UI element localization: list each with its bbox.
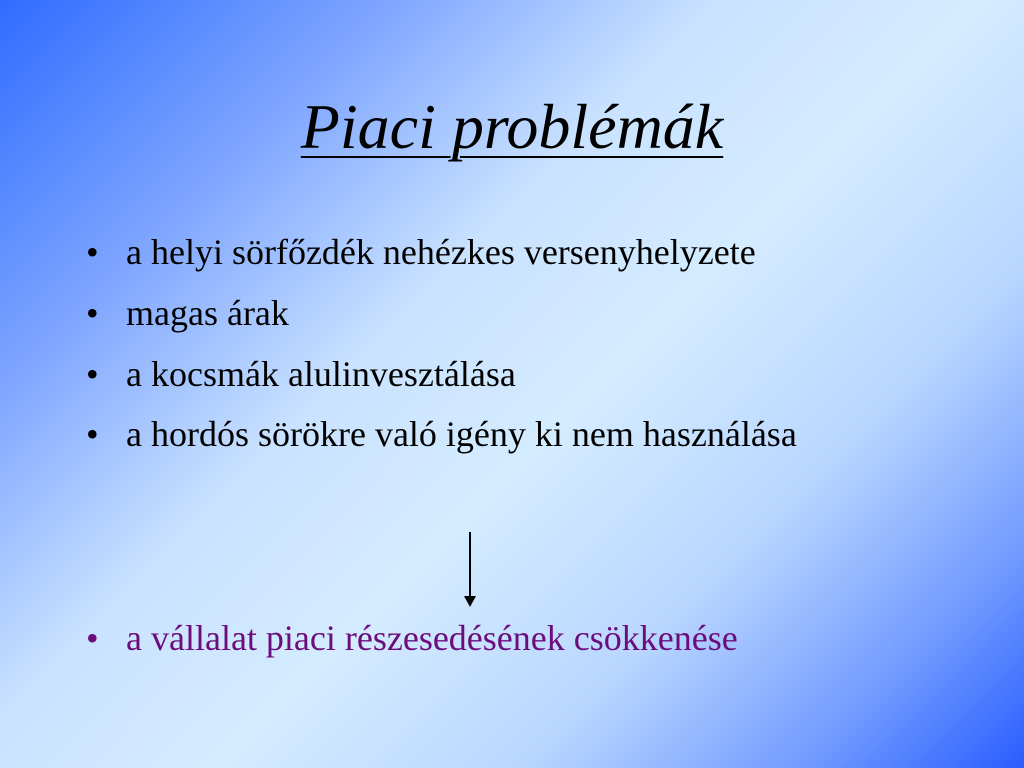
bullet-icon: • [86, 232, 99, 272]
bullet-text: a helyi sörfőzdék nehézkes versenyhelyzete [126, 232, 756, 272]
conclusion-item [86, 618, 986, 660]
bullet-text: magas árak [126, 292, 289, 333]
bullet-icon: • [86, 414, 99, 455]
bullet-icon: • [86, 292, 99, 333]
bullet-icon: • [86, 618, 99, 658]
bullet-text: a kocsmák alulinvesztálása [126, 353, 516, 394]
list-item [86, 354, 966, 396]
bullet-icon: • [86, 353, 99, 394]
down-arrow-icon [460, 532, 480, 608]
bullet-list [86, 232, 966, 475]
bullet-text: a hordós sörökre való igény ki nem használása [126, 414, 797, 455]
list-item [86, 232, 966, 274]
list-item [86, 293, 966, 335]
conclusion-list [86, 618, 986, 660]
conclusion-text: a vállalat piaci részesedésének csökkenése [126, 618, 738, 658]
list-item [86, 414, 966, 456]
slide-title: Piaci problémák [300, 91, 724, 162]
